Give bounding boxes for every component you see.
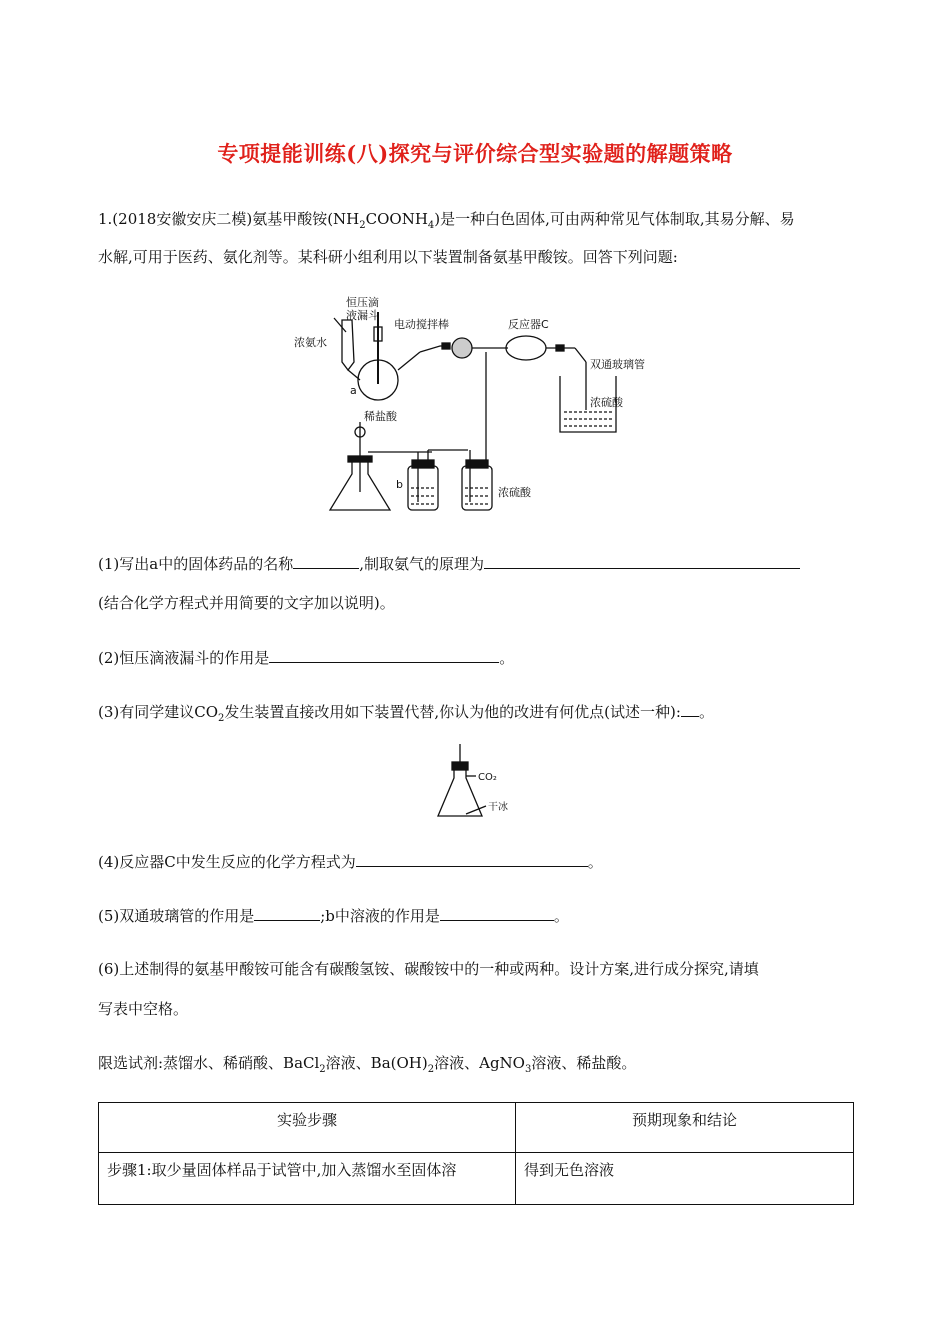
step-1-result-cell: 得到无色溶液 bbox=[516, 1153, 854, 1205]
table-row bbox=[99, 1153, 854, 1205]
subquestion-6-line-2: 写表中空格。 bbox=[98, 1000, 189, 1018]
flask-a-label: a bbox=[350, 384, 357, 397]
sub2-text-b: 。 bbox=[499, 649, 515, 667]
reagents-text-a: 限选试剂:蒸馏水、稀硝酸、BaCl bbox=[98, 1054, 320, 1072]
sulfuric-acid-top-label: 浓硫酸 bbox=[590, 396, 623, 409]
question-1-line-1 bbox=[98, 208, 858, 237]
subquestion-2 bbox=[98, 646, 858, 669]
answer-blank[interactable] bbox=[484, 552, 800, 569]
subquestion-4 bbox=[98, 850, 858, 873]
subquestion-3 bbox=[98, 700, 858, 730]
q1-sub-1: 2 bbox=[359, 220, 366, 231]
sub3-sub: 2 bbox=[218, 713, 225, 724]
header-steps: 实验步骤 bbox=[99, 1103, 516, 1153]
sub5-text-c: 。 bbox=[553, 907, 569, 925]
funnel-label-1: 恒压滴 bbox=[346, 296, 379, 309]
reactor-label: 反应器C bbox=[508, 318, 549, 331]
hcl-label: 稀盐酸 bbox=[364, 410, 397, 423]
sub3-text-a: (3)有同学建议CO bbox=[98, 703, 219, 721]
q1-sub-2: 4 bbox=[427, 220, 435, 231]
reagents-text-d: 溶液、稀盐酸。 bbox=[531, 1054, 637, 1072]
sub4-text-a: (4)反应器C中发生反应的化学方程式为 bbox=[98, 853, 356, 871]
sub5-text-b: ;b中溶液的作用是 bbox=[320, 907, 440, 925]
ammonia-label: 浓氨水 bbox=[294, 336, 327, 349]
answer-blank[interactable] bbox=[681, 700, 699, 717]
answer-blank[interactable] bbox=[293, 552, 359, 569]
reagents-sub-3: 3 bbox=[524, 1064, 532, 1075]
answer-blank[interactable] bbox=[269, 646, 499, 663]
bottle-b-label: b bbox=[396, 478, 403, 491]
apparatus-diagram bbox=[290, 292, 670, 522]
table-header-row bbox=[99, 1103, 854, 1153]
funnel-label-2: 液漏斗 bbox=[346, 309, 379, 322]
question-1-line-2: 水解,可用于医药、氨化剂等。某科研小组利用以下装置制备氨基甲酸铵。回答下列问题: bbox=[98, 248, 678, 266]
step-1-cell: 步骤1:取少量固体样品于试管中,加入蒸馏水至固体溶 bbox=[99, 1153, 516, 1205]
q1-text-a: 1.(2018安徽安庆二模)氨基甲酸铵(NH bbox=[98, 210, 360, 228]
sub3-text-c: 。 bbox=[698, 703, 714, 721]
sub4-text-b: 。 bbox=[587, 853, 603, 871]
dry-ice-flask-diagram bbox=[430, 742, 530, 822]
reagents-text-c: 溶液、AgNO bbox=[434, 1054, 525, 1072]
sub3-text-b: 发生装置直接改用如下装置代替,你认为他的改进有何优点(试述一种): bbox=[224, 703, 681, 721]
subquestion-6-line-1: (6)上述制得的氨基甲酸铵可能含有碳酸氢铵、碳酸铵中的一种或两种。设计方案,进行成分探究,请填 bbox=[98, 960, 759, 978]
subquestion-1-line-2: (结合化学方程式并用简要的文字加以说明)。 bbox=[98, 594, 395, 612]
q1-text-c: )是一种白色固体,可由两种常见气体制取,其易分解、易 bbox=[434, 210, 795, 228]
reagent-list bbox=[98, 1052, 858, 1081]
double-tube-label: 双通玻璃管 bbox=[590, 358, 645, 371]
reagents-sub-2: 2 bbox=[427, 1064, 435, 1075]
dry-ice-label: 干冰 bbox=[488, 802, 508, 813]
sub1-text-b: ,制取氨气的原理为 bbox=[359, 555, 484, 573]
sub5-text-a: (5)双通玻璃管的作用是 bbox=[98, 907, 255, 925]
co2-label: CO₂ bbox=[478, 772, 497, 783]
subquestion-1-line-1 bbox=[98, 552, 858, 575]
answer-blank[interactable] bbox=[254, 904, 320, 921]
page-title: 专项提能训练(八)探究与评价综合型实验题的解题策略 bbox=[217, 141, 733, 166]
subquestion-5 bbox=[98, 904, 858, 927]
reagents-sub-1: 2 bbox=[319, 1064, 326, 1075]
reagents-text-b: 溶液、Ba(OH) bbox=[325, 1054, 428, 1072]
sub2-text-a: (2)恒压滴液漏斗的作用是 bbox=[98, 649, 270, 667]
sulfuric-acid-bottom-label: 浓硫酸 bbox=[498, 486, 531, 499]
answer-blank[interactable] bbox=[440, 904, 554, 921]
header-phenomena: 预期现象和结论 bbox=[516, 1103, 854, 1153]
stirrer-label: 电动搅拌棒 bbox=[394, 318, 449, 331]
sub1-text-a: (1)写出a中的固体药品的名称 bbox=[98, 555, 294, 573]
experiment-table bbox=[98, 1102, 854, 1205]
q1-text-b: COONH bbox=[365, 210, 428, 228]
answer-blank[interactable] bbox=[356, 850, 588, 867]
